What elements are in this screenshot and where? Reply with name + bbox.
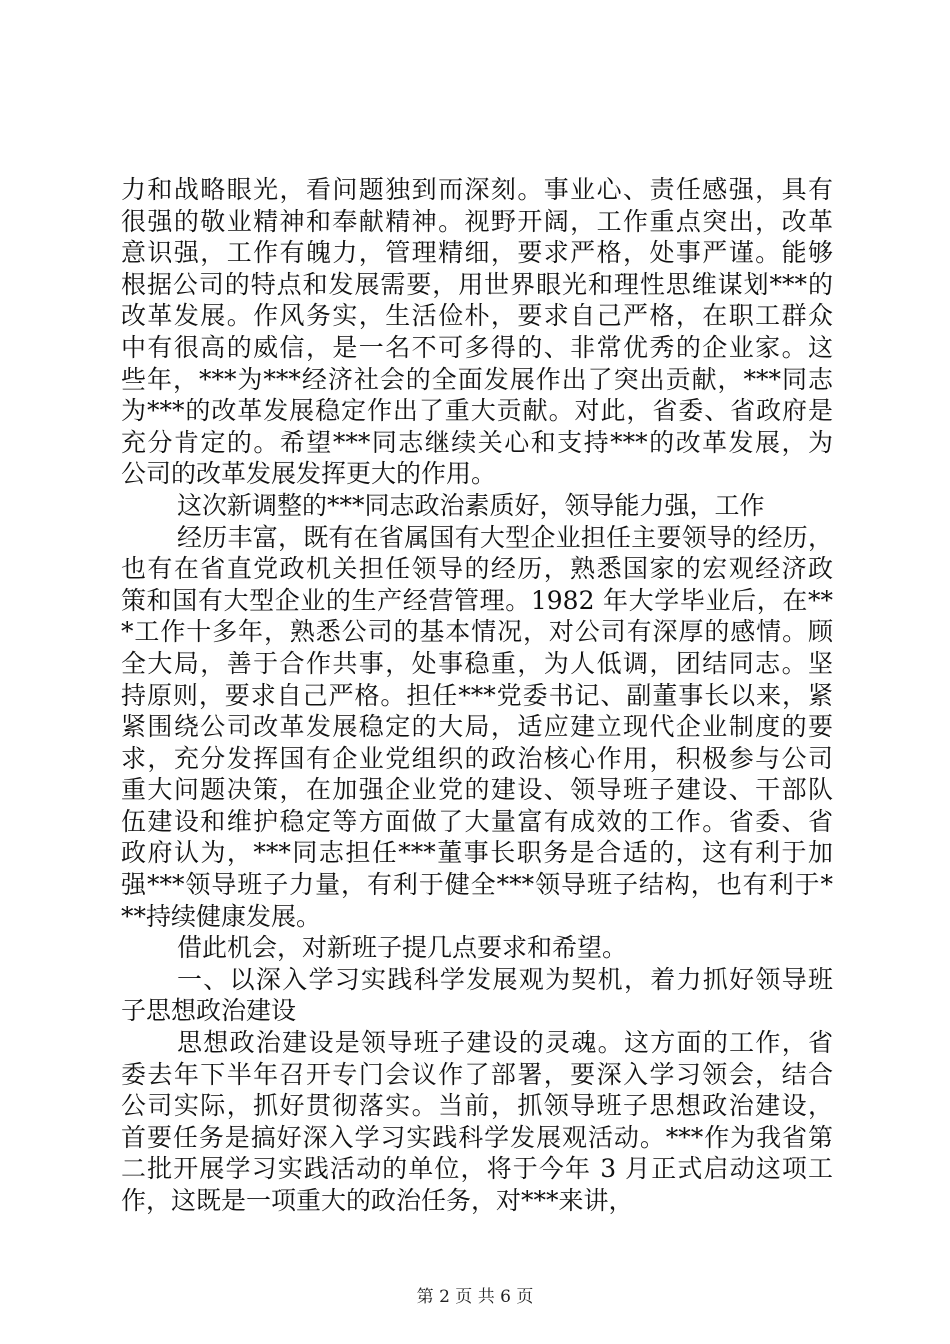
text-line: 紧围绕公司改革发展稳定的大局，适应建立现代企业制度的要 (121, 712, 833, 742)
text-line: 强***领导班子力量，有利于健全***领导班子结构，也有利于* (121, 870, 833, 900)
text-line: 全大局，善于合作共事，处事稳重，为人低调，团结同志。坚 (121, 648, 833, 678)
document-body (121, 174, 833, 1217)
text-line: 重大问题决策，在加强企业党的建设、领导班子建设、干部队 (121, 775, 833, 805)
text-line: 借此机会，对新班子提几点要求和希望。 (177, 933, 628, 963)
text-line: 很强的敬业精神和奉献精神。视野开阔，工作重点突出，改革 (121, 206, 833, 236)
text-line: 根据公司的特点和发展需要，用世界眼光和理性思维谋划***的 (121, 269, 833, 299)
text-line: 策和国有大型企业的生产经营管理。1982 年大学毕业后，在** (121, 585, 833, 615)
text-line: 思想政治建设是领导班子建设的灵魂。这方面的工作，省 (177, 1028, 833, 1058)
text-line: 委去年下半年召开专门会议作了部署，要深入学习领会，结合 (121, 1059, 833, 1089)
text-line: 经历丰富，既有在省属国有大型企业担任主要领导的经历， (177, 522, 833, 552)
text-line: 力和战略眼光，看问题独到而深刻。事业心、责任感强，具有 (121, 175, 833, 204)
text-line: 作，这既是一项重大的政治任务，对***来讲， (121, 1186, 634, 1215)
section-heading-line: 一、以深入学习实践科学发展观为契机，着力抓好领导班 (177, 964, 833, 994)
text-line: 充分肯定的。希望***同志继续关心和支持***的改革发展，为 (121, 427, 833, 457)
section-heading-line: 子思想政治建设 (121, 996, 297, 1026)
text-line: 政府认为，***同志担任***董事长职务是合适的，这有利于加 (121, 838, 833, 868)
text-line: 意识强，工作有魄力，管理精细，要求严格，处事严谨。能够 (121, 238, 833, 268)
text-line: 求，充分发挥国有企业党组织的政治核心作用，积极参与公司 (121, 743, 833, 773)
text-line: 为***的改革发展稳定作出了重大贡献。对此，省委、省政府是 (121, 396, 833, 426)
text-line: 这次新调整的***同志政治素质好，领导能力强，工作 (177, 490, 765, 520)
text-line: 持原则，要求自己严格。担任***党委书记、副董事长以来，紧 (121, 680, 833, 710)
text-line: 公司实际，抓好贯彻落实。当前，抓领导班子思想政治建设， (121, 1091, 833, 1121)
text-line: 伍建设和维护稳定等方面做了大量富有成效的工作。省委、省 (121, 806, 833, 836)
text-line: 二批开展学习实践活动的单位，将于今年 3 月正式启动这项工 (121, 1154, 833, 1184)
page-number-footer: 第 2 页 共 6 页 (416, 1287, 534, 1307)
text-line: **持续健康发展。 (121, 901, 322, 931)
text-line: 中有很高的威信，是一名不可多得的、非常优秀的企业家。这 (121, 332, 833, 362)
text-line: 首要任务是搞好深入学习实践科学发展观活动。***作为我省第 (121, 1122, 833, 1152)
text-line: 也有在省直党政机关担任领导的经历，熟悉国家的宏观经济政 (121, 554, 833, 584)
text-line: 改革发展。作风务实，生活俭朴，要求自己严格，在职工群众 (121, 301, 833, 331)
text-line: 些年，***为***经济社会的全面发展作出了突出贡献，***同志 (121, 364, 833, 394)
text-line: *工作十多年，熟悉公司的基本情况，对公司有深厚的感情。顾 (121, 617, 833, 647)
text-line: 公司的改革发展发挥更大的作用。 (121, 459, 497, 489)
